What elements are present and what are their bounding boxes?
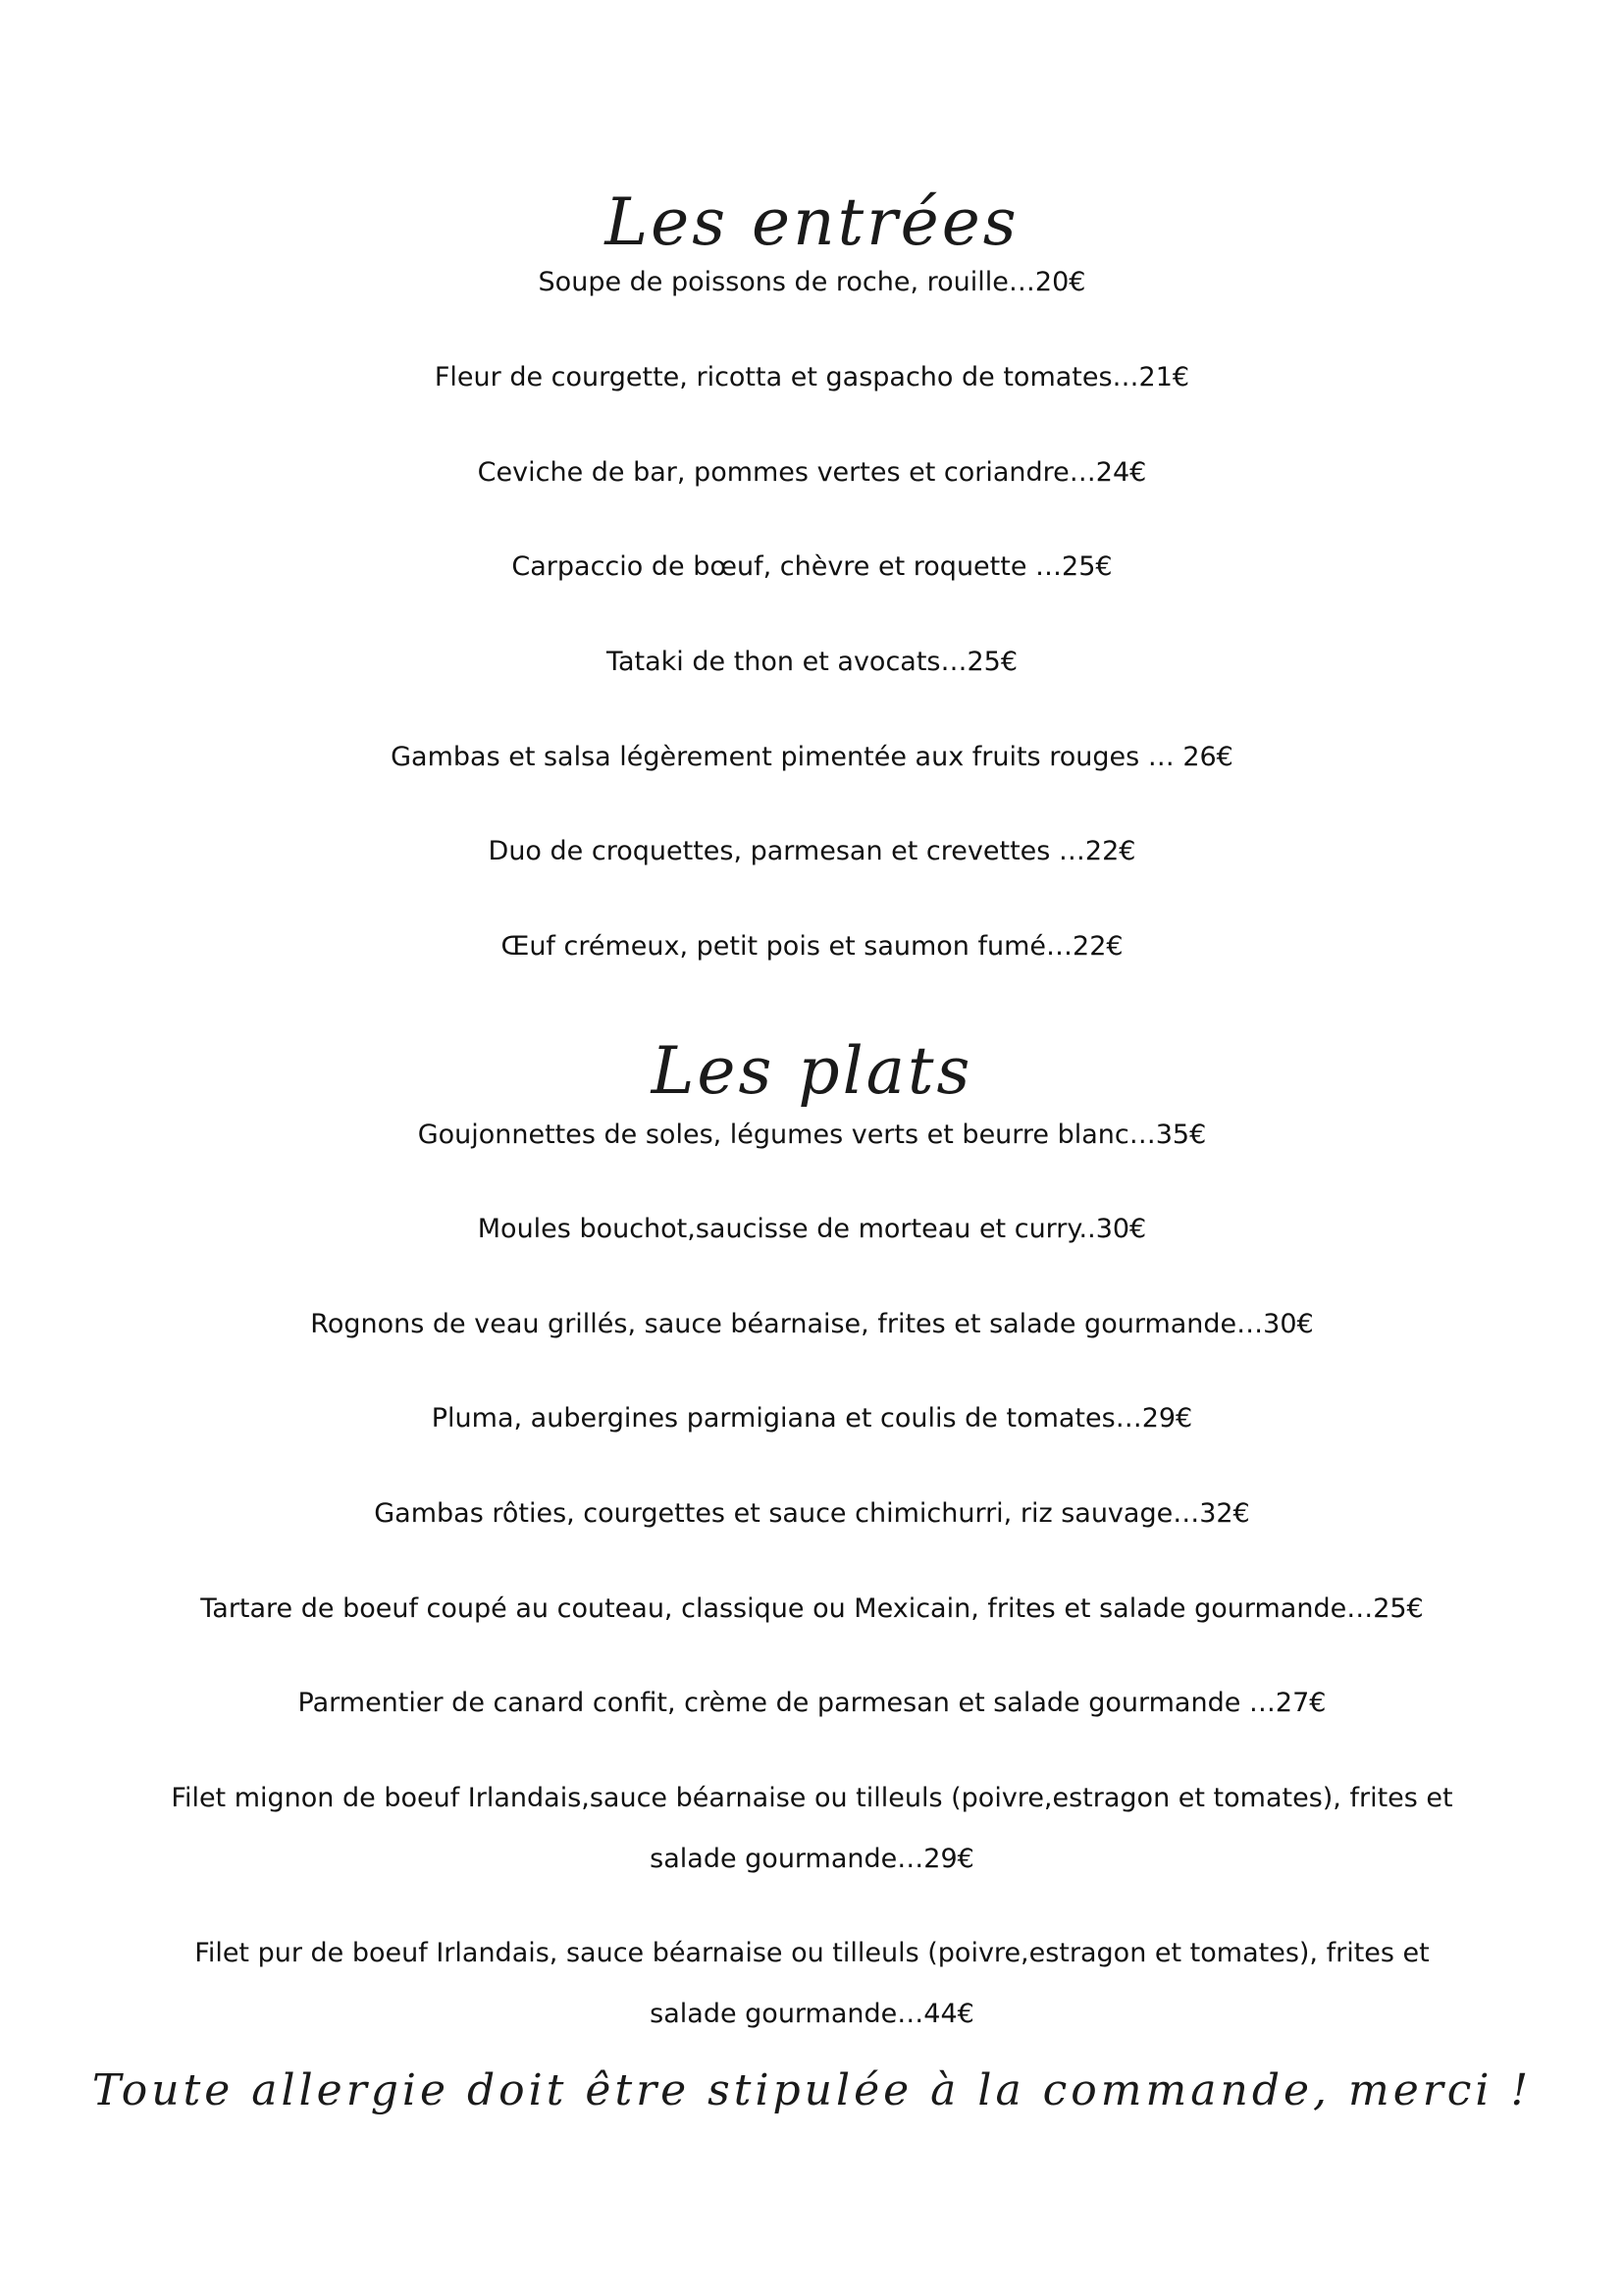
menu-item: Tartare de boeuf coupé au couteau, classique ou Mexicain, frites et salade gourmande…25€ [200, 1593, 1424, 1624]
menu-item: Goujonnettes de soles, légumes verts et beurre blanc…35€ [417, 1120, 1207, 1150]
menu-item: Filet mignon de boeuf Irlandais,sauce béarnaise ou tilleuls (poivre,estragon et tomates), frites et salade gourmande…29€ [171, 1783, 1453, 1874]
menu-item: Duo de croquettes, parmesan et crevettes …22€ [488, 836, 1136, 866]
menu-item: Moules bouchot,saucisse de morteau et curry..30€ [477, 1214, 1147, 1244]
menu-item: Fleur de courgette, ricotta et gaspacho de tomates…21€ [434, 362, 1190, 392]
menu-item: Gambas et salsa légèrement pimentée aux fruits rouges … 26€ [391, 742, 1233, 772]
menu-item: Ceviche de bar, pommes vertes et coriandre…24€ [477, 457, 1147, 488]
menu-item: Carpaccio de bœuf, chèvre et roquette …25€ [511, 551, 1113, 582]
menu-item: Pluma, aubergines parmigiana et coulis de tomates…29€ [431, 1403, 1193, 1434]
menu-item: Soupe de poissons de roche, rouille…20€ [538, 267, 1086, 297]
allergy-note: Toute allergie doit être stipulée à la commande, merci ! [91, 2065, 1533, 2115]
menu-item: Œuf crémeux, petit pois et saumon fumé…22€ [500, 931, 1124, 962]
menu-item: Rognons de veau grillés, sauce béarnaise, frites et salade gourmande…30€ [310, 1309, 1314, 1339]
section-title-entrees: Les entrées [604, 184, 1020, 261]
menu-item: Filet pur de boeuf Irlandais, sauce béarnaise ou tilleuls (poivre,estragon et tomates), frites et salade gourmande…44€ [194, 1938, 1430, 2029]
menu-item: Gambas rôties, courgettes et sauce chimichurri, riz sauvage…32€ [374, 1498, 1250, 1529]
menu-item: Parmentier de canard confit, crème de parmesan et salade gourmande …27€ [297, 1688, 1327, 1718]
section-title-plats: Les plats [651, 1033, 973, 1110]
menu-item: Tataki de thon et avocats…25€ [605, 647, 1019, 677]
